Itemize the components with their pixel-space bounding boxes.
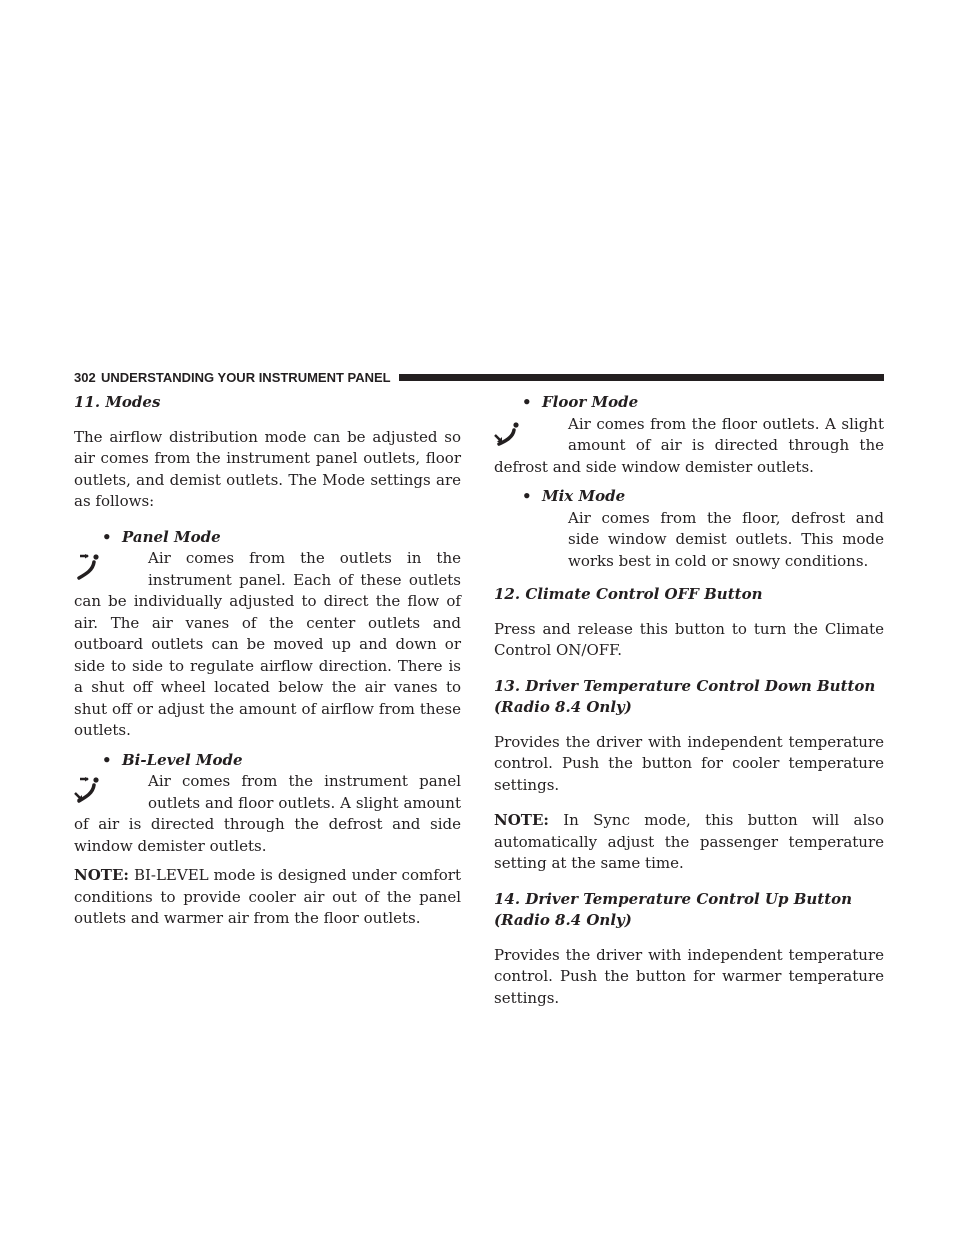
bullet: •	[522, 393, 532, 411]
panel-mode-description: Air comes from the outlets in the instrument panel. Each of these outlets can be individually adjusted to direct the flow of air. The air vanes of the center outlets and outboard outlets can be moved up and down or side to side to regulate airflow direction. There is a shut off wheel located below the air vanes to shut off or adjust the amount of airflow from these outlets.	[74, 549, 461, 739]
temp-up-text: Provides the driver with independent temperature control. Push the button for warmer temperature settings.	[494, 945, 884, 1007]
bilevel-mode-icon	[74, 777, 122, 807]
temp-down-text: Provides the driver with independent temperature control. Push the button for cooler temperature settings.	[494, 732, 884, 794]
left-column	[74, 392, 461, 944]
off-button-text: Press and release this button to turn the Climate Control ON/OFF.	[494, 619, 884, 659]
floor-mode-title: Floor Mode	[542, 393, 639, 411]
bilevel-note-text: BI-LEVEL mode is designed under comfort conditions to provide cooler air out of the panel outlets and warmer air from the floor outlets.	[74, 866, 461, 927]
mix-mode-block	[494, 486, 884, 572]
right-column	[494, 392, 884, 1023]
bullet: •	[522, 487, 532, 505]
temp-down-note-text: In Sync mode, this button will also automatically adjust the passenger temperature setting at the same time.	[494, 811, 884, 872]
mix-mode-title: Mix Mode	[542, 487, 626, 505]
bullet: •	[102, 527, 112, 546]
temp-up-heading: 14. Driver Temperature Control Up Button (Radio 8.4 Only)	[494, 889, 853, 929]
panel-mode-block	[74, 527, 461, 742]
floor-mode-description: Air comes from the floor outlets. A slight amount of air is directed through the defrost and side window demister outlets.	[494, 414, 884, 476]
page-number: 302	[74, 370, 96, 385]
temp-down-heading: 13. Driver Temperature Control Down Button (Radio 8.4 Only)	[494, 676, 876, 716]
header-rule	[399, 374, 884, 381]
bilevel-mode-title: Bi-Level Mode	[122, 750, 243, 769]
off-button-heading: 12. Climate Control OFF Button	[494, 585, 763, 603]
floor-mode-icon	[494, 420, 542, 450]
section-title: UNDERSTANDING YOUR INSTRUMENT PANEL	[101, 370, 391, 385]
note-label: NOTE:	[74, 866, 129, 884]
modes-intro: The airflow distribution mode can be adjusted so air comes from the instrument panel outlets, floor outlets, and demist outlets. The Mode settings are as follows:	[74, 427, 461, 510]
temp-down-note	[494, 810, 884, 875]
panel-mode-icon	[74, 554, 122, 584]
panel-mode-title: Panel Mode	[122, 527, 221, 546]
floor-mode-block	[494, 392, 884, 478]
bullet: •	[102, 750, 112, 769]
bilevel-mode-description: Air comes from the instrument panel outlets and floor outlets. A slight amount of air is directed through the defrost and side window demister outlets.	[74, 772, 461, 855]
bilevel-note	[74, 865, 461, 930]
mix-mode-description: Air comes from the floor, defrost and side window demist outlets. This mode works best in cold or snowy conditions.	[568, 508, 884, 570]
modes-heading: 11. Modes	[74, 393, 161, 411]
page-header	[74, 370, 884, 388]
bilevel-mode-block	[74, 750, 461, 858]
note-label: NOTE:	[494, 811, 549, 829]
